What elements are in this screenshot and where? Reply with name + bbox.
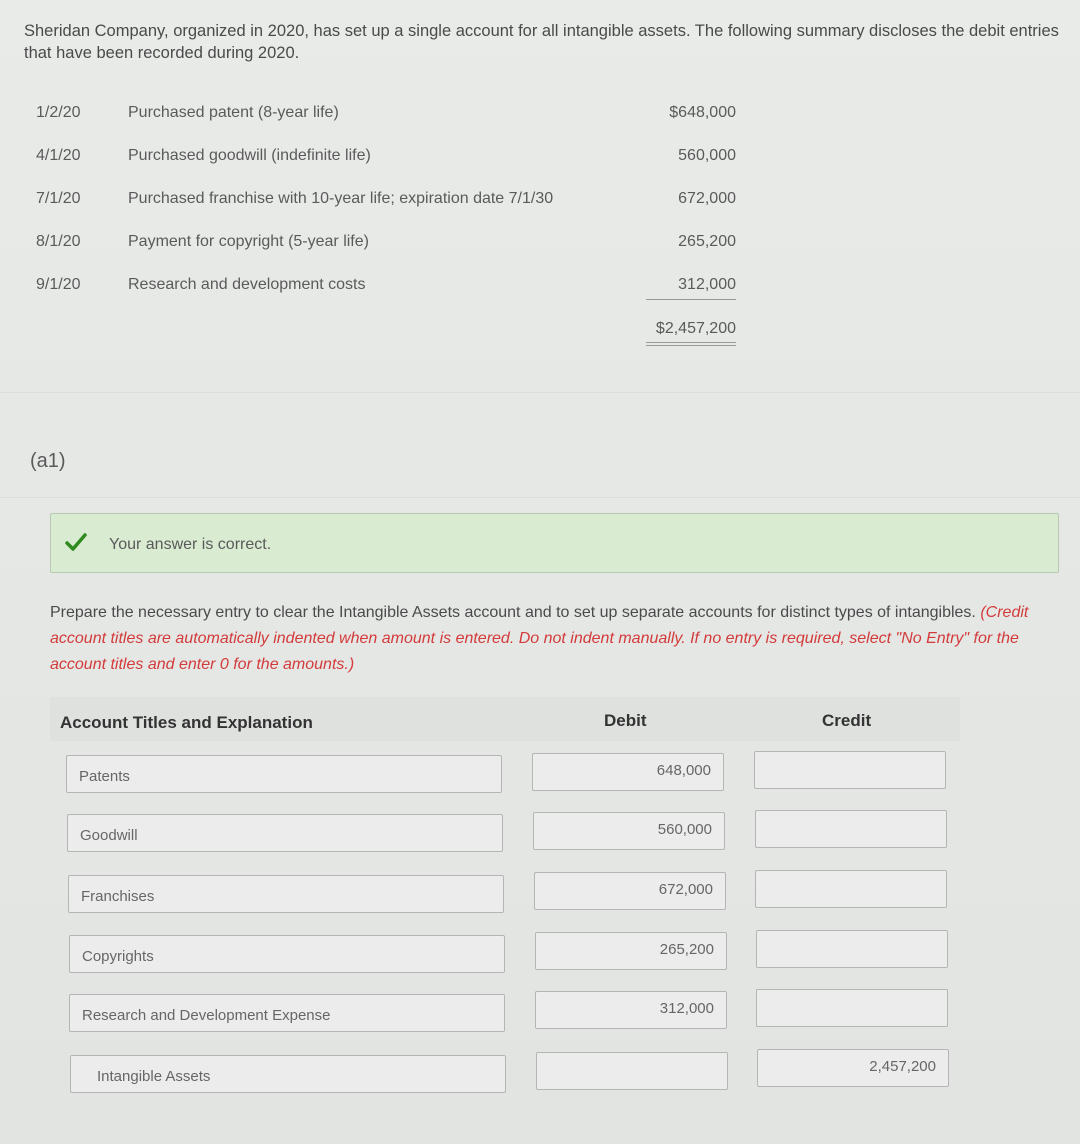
summary-row bbox=[0, 233, 1080, 253]
part-label: (a1) bbox=[30, 450, 66, 472]
credit-input[interactable]: 2,457,200 bbox=[757, 1049, 949, 1087]
account-title-input[interactable]: Patents bbox=[66, 755, 502, 793]
checkmark-icon bbox=[65, 532, 87, 552]
summary-date: 7/1/20 bbox=[36, 190, 81, 207]
debit-input[interactable]: 265,200 bbox=[535, 932, 727, 970]
summary-row bbox=[0, 147, 1080, 167]
summary-amount: 672,000 bbox=[678, 190, 736, 207]
credit-input[interactable] bbox=[755, 870, 947, 908]
debit-input[interactable] bbox=[536, 1052, 728, 1090]
summary-amount: 265,200 bbox=[678, 233, 736, 250]
debit-input[interactable]: 648,000 bbox=[532, 753, 724, 791]
summary-description: Research and development costs bbox=[128, 276, 366, 293]
summary-row bbox=[0, 276, 1080, 296]
summary-amount: 560,000 bbox=[678, 147, 736, 164]
header-account: Account Titles and Explanation bbox=[60, 713, 313, 732]
credit-input[interactable] bbox=[756, 930, 948, 968]
header-credit: Credit bbox=[822, 711, 872, 730]
account-title-input[interactable]: Copyrights bbox=[69, 935, 505, 973]
problem-intro: Sheridan Company, organized in 2020, has set up a single account for all intangible assets. The following summary discloses the debit entries that have been recorded during 2020. bbox=[24, 22, 1059, 62]
account-title-input[interactable]: Goodwill bbox=[67, 814, 503, 852]
summary-date: 8/1/20 bbox=[36, 233, 81, 250]
credit-input[interactable] bbox=[755, 810, 947, 848]
header-debit: Debit bbox=[604, 711, 647, 730]
total-double-underline bbox=[646, 345, 736, 346]
summary-description: Purchased goodwill (indefinite life) bbox=[128, 147, 371, 164]
summary-total: $2,457,200 bbox=[655, 320, 736, 337]
credit-input[interactable] bbox=[756, 989, 948, 1027]
debit-input[interactable]: 560,000 bbox=[533, 812, 725, 850]
summary-row bbox=[0, 104, 1080, 124]
summary-description: Payment for copyright (5-year life) bbox=[128, 233, 369, 250]
feedback-message: Your answer is correct. bbox=[109, 536, 272, 553]
debit-input[interactable]: 312,000 bbox=[535, 991, 727, 1029]
account-title-input[interactable]: Intangible Assets bbox=[70, 1055, 506, 1093]
account-title-input[interactable]: Research and Development Expense bbox=[69, 994, 505, 1032]
instructions-main: Prepare the necessary entry to clear the Intangible Assets account and to set up separate accounts for distinct types of intangibles. bbox=[50, 604, 981, 621]
section-divider bbox=[0, 392, 1080, 393]
journal-table-header bbox=[50, 697, 960, 741]
section-divider bbox=[0, 497, 1080, 498]
summary-description: Purchased franchise with 10-year life; expiration date 7/1/30 bbox=[128, 190, 554, 207]
debit-input[interactable]: 672,000 bbox=[534, 872, 726, 910]
summary-date: 9/1/20 bbox=[36, 276, 81, 293]
account-title-input[interactable]: Franchises bbox=[68, 875, 504, 913]
summary-date: 4/1/20 bbox=[36, 147, 81, 164]
summary-row bbox=[0, 190, 1080, 210]
total-double-underline bbox=[646, 342, 736, 343]
summary-date: 1/2/20 bbox=[36, 104, 81, 121]
summary-total-row bbox=[0, 320, 1080, 340]
instructions-note: (Credit account titles are automatically indented when amount is entered. Do not indent manually. If no entry is required, select "No Entry" for the account titles and enter 0 for the amounts.) bbox=[50, 604, 1029, 673]
credit-input[interactable] bbox=[754, 751, 946, 789]
summary-amount: 312,000 bbox=[678, 276, 736, 293]
summary-description: Purchased patent (8-year life) bbox=[128, 104, 339, 121]
feedback-banner bbox=[50, 513, 1059, 573]
summary-amount: $648,000 bbox=[669, 104, 736, 121]
instructions bbox=[50, 600, 1040, 678]
subtotal-underline bbox=[646, 299, 736, 300]
